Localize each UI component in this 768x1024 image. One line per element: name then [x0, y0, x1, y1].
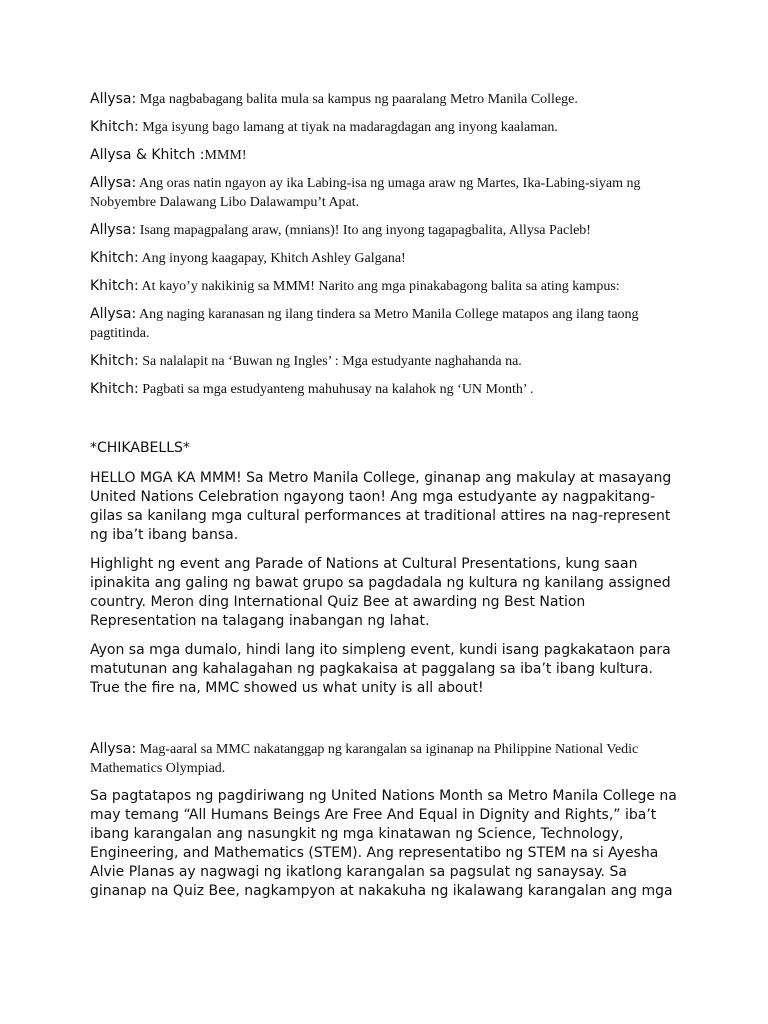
script-line [90, 90, 680, 109]
script-line [90, 305, 680, 343]
line-text: At kayo’y nakikinig sa MMM! Narito ang mga pinakabagong balita sa ating kampus: [138, 279, 620, 294]
script-lines [90, 90, 680, 399]
script-line [90, 277, 680, 296]
speaker-label: Allysa & Khitch : [90, 147, 205, 163]
line-text: Ang oras natin ngayon ay ika Labing-isa ng umaga araw ng Martes, Ika-Labing-siyam ng Nobyembre Dalawang Libo Dalawampu’t Apat. [90, 176, 641, 210]
section-heading: *CHIKABELLS* [90, 440, 190, 456]
body-paragraph: Sa pagtatapos ng pagdiriwang ng United Nations Month sa Metro Manila College na may temang “All Humans Beings Are Free And Equal in Dignity and Rights,” iba’t ibang karangalan ang nasungkit ng mga kinatawan ng Science, Technology, Engineering, and Mathematics (STEM). Ang representatibo ng STEM na si Ayesha Alvie Planas ay nagwagi ng ikatlong karangalan sa pagsulat ng sanaysay. Sa ginanap na Quiz Bee, nagkampyon at nakakuha ng ikalawang karangalan ang mga [90, 788, 677, 899]
body-paragraph: HELLO MGA KA MMM! Sa Metro Manila College, ginanap ang makulay at masayang United Nations Celebration ngayong taon! Ang mga estudyante ay nagpakitang-gilas sa kanilang mga cultural performances at traditional attires na nag-represent ng iba’t ibang bansa. [90, 470, 672, 543]
line-text: Mga isyung bago lamang at tiyak na madaragdagan ang inyong kaalaman. [138, 120, 558, 135]
script-line [90, 740, 680, 778]
speaker-label: Allysa: [90, 306, 137, 322]
speaker-label: Khitch: [90, 250, 139, 266]
script-line [90, 380, 680, 399]
script-line [90, 118, 680, 137]
speaker-label: Khitch: [90, 381, 139, 397]
line-text: Mag-aaral sa MMC nakatanggap ng karangalan sa iginanap na Philippine National Vedic Mathematics Olympiad. [90, 742, 639, 776]
speaker-label: Allysa: [90, 222, 137, 238]
speaker-label: Khitch: [90, 119, 139, 135]
script-line [90, 174, 680, 212]
line-text: Isang mapagpalang araw, (mnians)! Ito ang inyong tagapagbalita, Allysa Pacleb! [136, 223, 591, 238]
speaker-label: Khitch: [90, 278, 139, 294]
section-spacer [90, 708, 680, 740]
speaker-label: Khitch: [90, 353, 139, 369]
line-text: MMM! [204, 148, 247, 163]
line-text: Mga nagbabagang balita mula sa kampus ng paaralang Metro Manila College. [136, 92, 578, 107]
document-page [90, 90, 680, 911]
script-line [90, 249, 680, 268]
line-text: Sa nalalapit na ‘Buwan ng Ingles’ : Mga estudyante naghahanda na. [138, 354, 522, 369]
script-line [90, 146, 680, 165]
speaker-label: Allysa: [90, 741, 137, 757]
body-paragraph: Highlight ng event ang Parade of Nations at Cultural Presentations, kung saan ipinakita ang galing ng bawat grupo sa pagdadala ng kultura ng kanilang assigned country. Meron ding International Quiz Bee at awarding ng Best Nation Representation na talagang inabangan ng lahat. [90, 556, 671, 629]
line-text: Ang inyong kaagapay, Khitch Ashley Galgana! [138, 251, 406, 266]
line-text: Pagbati sa mga estudyanteng mahuhusay na kalahok ng ‘UN Month’ . [138, 382, 534, 397]
script-line [90, 221, 680, 240]
script-line [90, 352, 680, 371]
line-text: Ang naging karanasan ng ilang tindera sa Metro Manila College matapos ang ilang taong pagtitinda. [90, 307, 639, 341]
speaker-label: Allysa: [90, 175, 137, 191]
body-paragraph: Ayon sa mga dumalo, hindi lang ito simpleng event, kundi isang pagkakataon para matutunan ang kahalagahan ng pagkakaisa at paggalang sa iba’t ibang kultura. True the fire na, MMC showed us what unity is all about! [90, 642, 671, 696]
speaker-label: Allysa: [90, 91, 137, 107]
